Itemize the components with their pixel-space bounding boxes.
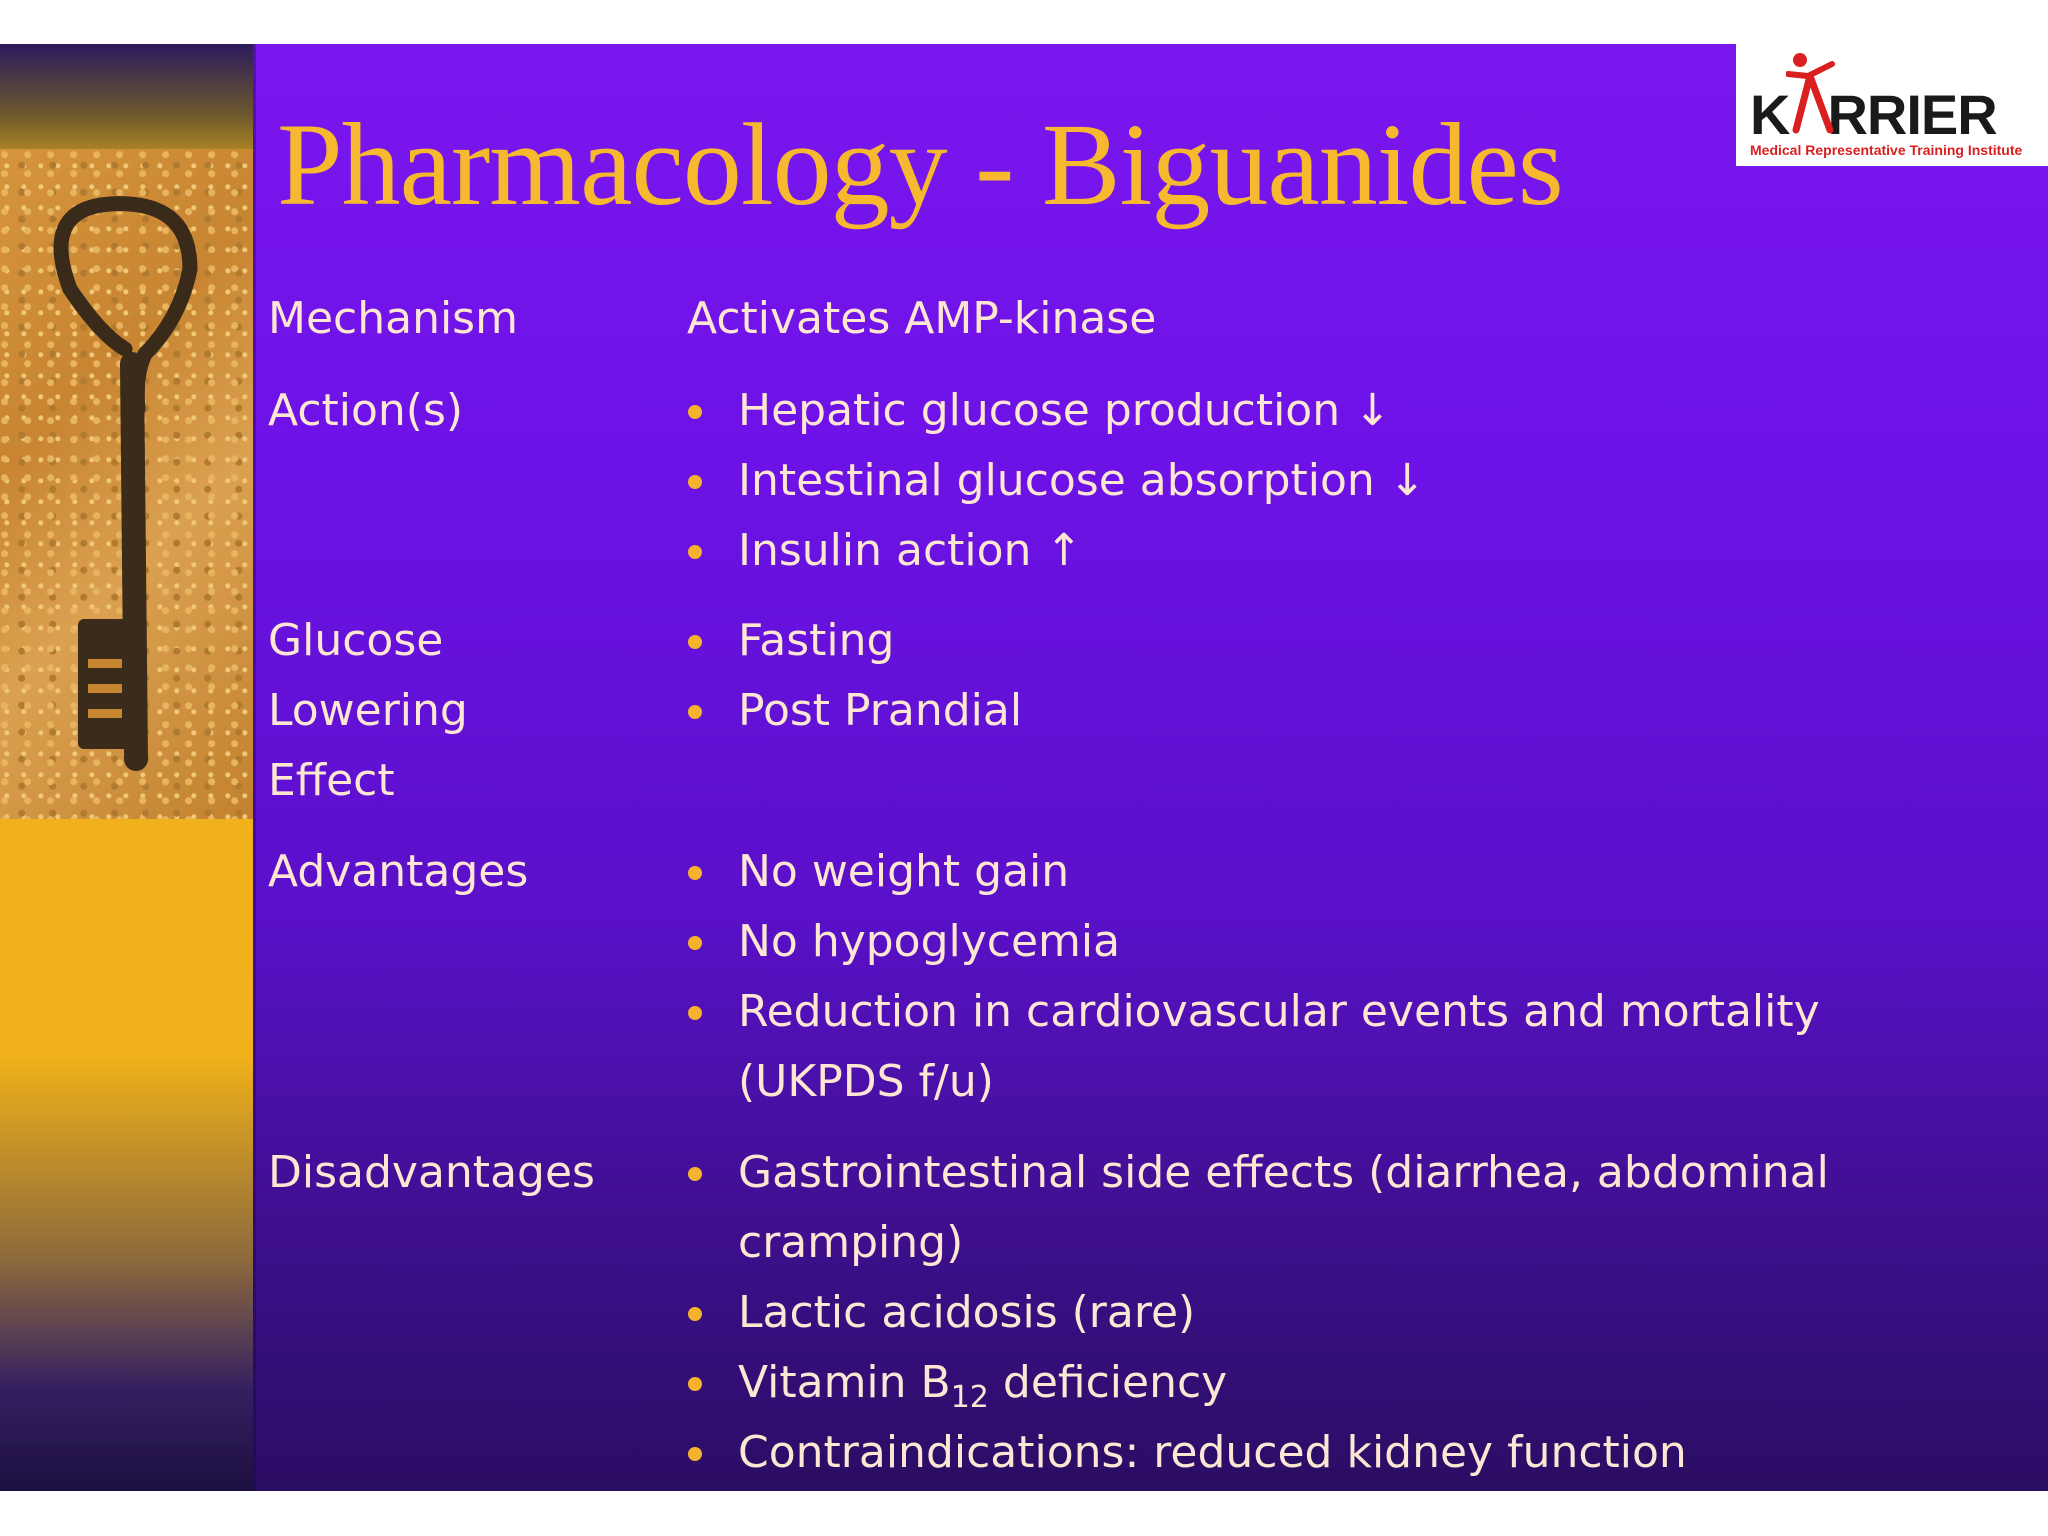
down-arrow-icon: ↓: [1354, 385, 1391, 436]
action-item: Hepatic glucose production ↓: [738, 385, 1391, 436]
bullet: [688, 705, 702, 719]
advantage-item-continued: (UKPDS f/u): [738, 1056, 994, 1107]
down-arrow-icon: ↓: [1388, 455, 1426, 506]
disadvantage-item: Lactic acidosis (rare): [738, 1287, 1196, 1338]
advantage-item: No hypoglycemia: [738, 916, 1121, 967]
slide-title: Pharmacology - Biguanides: [277, 99, 1563, 230]
disadvantage-item: Gastrointestinal side effects (diarrhea, abdominal: [738, 1147, 1829, 1198]
bullet: [688, 635, 702, 649]
content-table: [0, 44, 2048, 1491]
advantage-item: Reduction in cardiovascular events and mortality: [738, 986, 1820, 1037]
label-lowering: Lowering: [268, 685, 468, 736]
action-item: Insulin action ↑: [738, 525, 1083, 576]
glucose-item: Fasting: [738, 615, 895, 666]
disadvantage-item-continued: cramping): [738, 1217, 964, 1268]
bullet: [688, 936, 702, 950]
label-mechanism: Mechanism: [268, 293, 518, 344]
logo-tagline: Medical Representative Training Institute: [1750, 142, 2023, 158]
up-arrow-icon: ↑: [1045, 525, 1083, 576]
slide: [0, 44, 2048, 1491]
bullet: [688, 1377, 702, 1391]
bullet: [688, 1307, 702, 1321]
bullet: [688, 405, 702, 419]
mechanism-value: Activates AMP-kinase: [687, 293, 1157, 344]
bullet: [688, 475, 702, 489]
bullet: [688, 1167, 702, 1181]
bullet: [688, 545, 702, 559]
bullet: [688, 1006, 702, 1020]
disadvantage-item: Contraindications: reduced kidney function: [738, 1427, 1687, 1478]
label-disadvantages: Disadvantages: [268, 1147, 595, 1198]
label-actions: Action(s): [268, 385, 464, 436]
bullet: [688, 1447, 702, 1461]
label-advantages: Advantages: [268, 846, 529, 897]
glucose-item: Post Prandial: [738, 685, 1023, 736]
action-item: Intestinal glucose absorption ↓: [738, 455, 1426, 506]
bullet: [688, 866, 702, 880]
logo-wordmark: K RRIER: [1750, 83, 1997, 146]
label-glucose: Glucose: [268, 615, 444, 666]
label-effect: Effect: [268, 755, 395, 806]
advantage-item: No weight gain: [738, 846, 1070, 897]
disadvantage-item: Vitamin $B_{12}$ deficiency: [738, 1357, 1228, 1415]
